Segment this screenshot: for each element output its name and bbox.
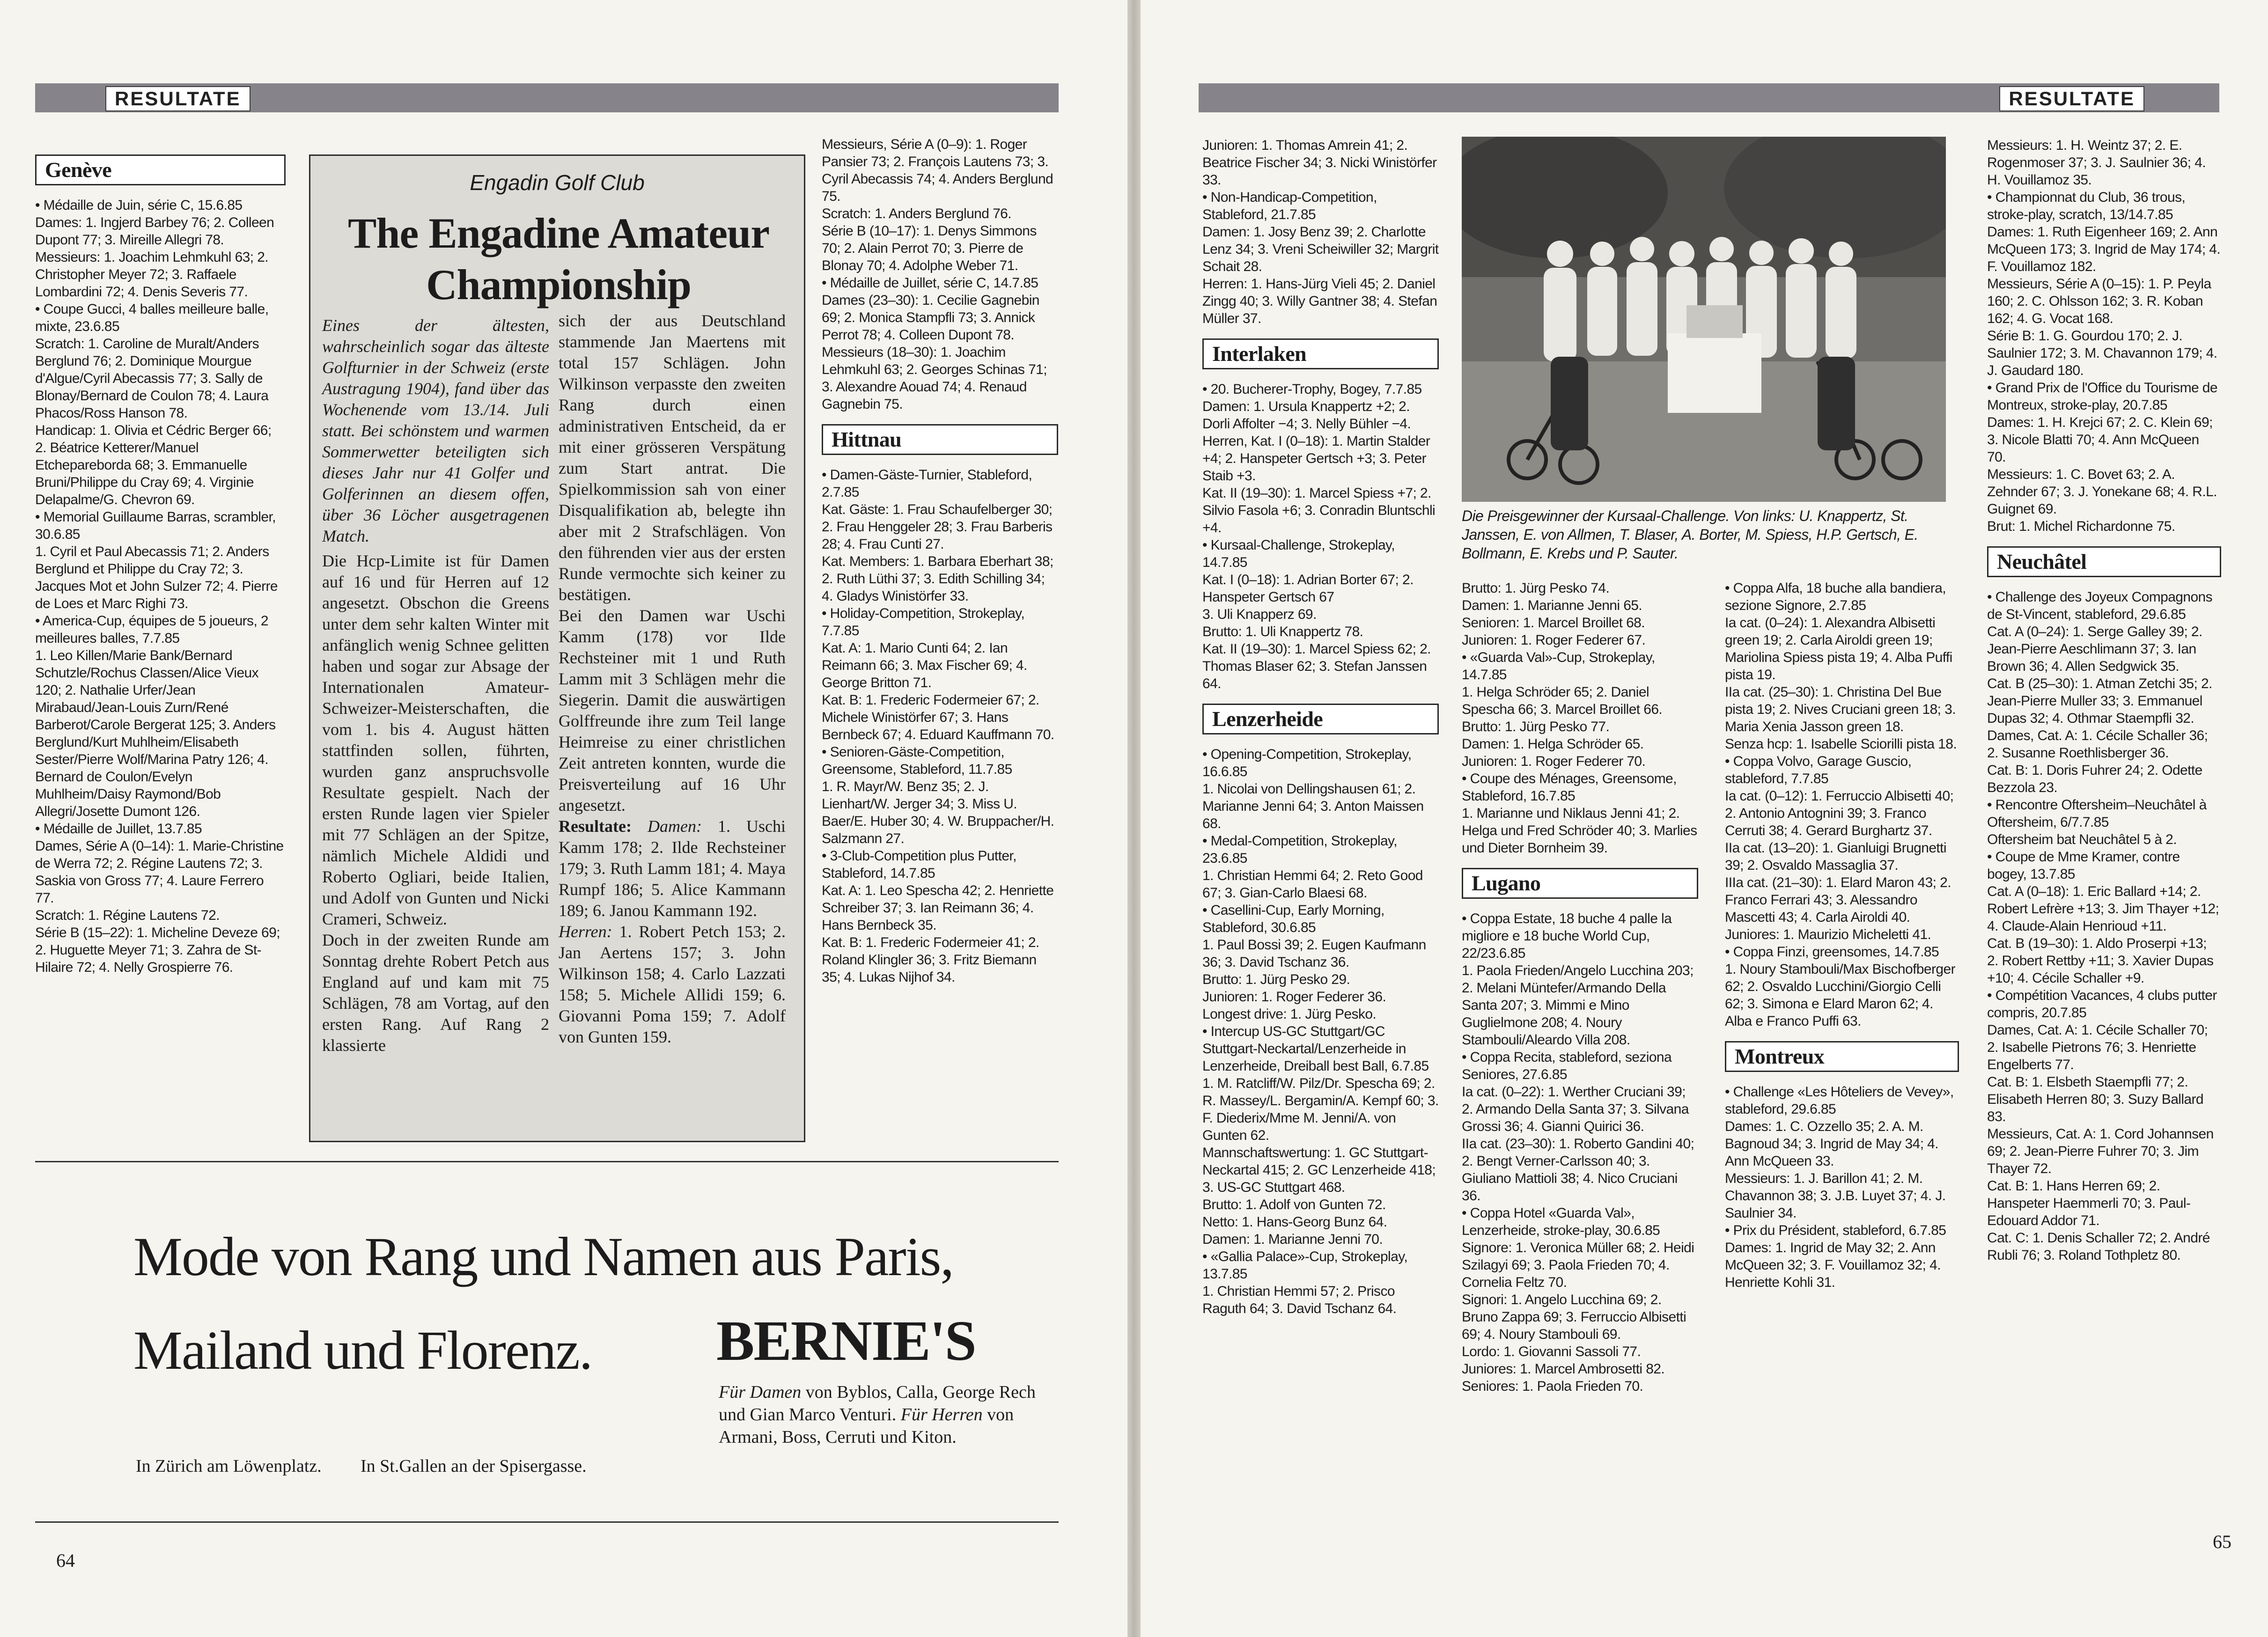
result-line: 1. Paola Frieden/Angelo Lucchina 203; 2. Melani Müntefer/Armando Della Santa 207; 3. Mimmi e Mino Guglielmone 208; 4. Noury Stambouli/Aleardo Villa 208. <box>1462 963 1694 1048</box>
result-line: 1. Christian Hemmi 57; 2. Prisco Raguth 64; 3. David Tschanz 64. <box>1202 1284 1397 1316</box>
result-line: Senza hcp: 1. Isabelle Sciorilli pista 18. <box>1725 736 1957 752</box>
result-line: • Coupe Gucci, 4 balles meilleure balle, mixte, 23.6.85 <box>35 301 269 334</box>
result-line: Messieurs, Série A (0–15): 1. P. Peyla 160; 2. C. Ohlsson 162; 3. R. Koban 162; 4. G. Vocat 168. <box>1987 276 2211 326</box>
result-line: Junioren: 1. Roger Federer 67. <box>1462 632 1646 648</box>
ad-headline-line-2: Mailand und Florenz. <box>133 1320 592 1381</box>
result-line: • Memorial Guillaume Barras, scrambler, 30.6.85 <box>35 509 276 542</box>
result-line: Cat. B: 1. Hans Herren 69; 2. Hanspeter Haemmerli 70; 3. Paul-Edouard Addor 71. <box>1987 1178 2191 1228</box>
result-line: 3. Uli Knapperz 69. <box>1202 607 1317 622</box>
result-line: • Damen-Gäste-Turnier, Stableford, 2.7.85 <box>822 467 1032 500</box>
result-line: Seniores: 1. Paola Frieden 70. <box>1462 1379 1643 1394</box>
right-results-column-2 <box>1462 580 1698 1395</box>
result-line: Cat. A (0–24): 1. Serge Galley 39; 2. Jean-Pierre Aeschlimann 37; 3. Ian Brown 36; 4. Allen Sedgwick 35. <box>1987 624 2202 674</box>
result-line: • Coppa Volvo, Garage Guscio, stableford, 7.7.85 <box>1725 754 1912 786</box>
result-line: Signore: 1. Veronica Müller 68; 2. Heidi Szilagyi 69; 3. Paola Frieden 70; 4. Cornelia Feltz 70. <box>1462 1240 1694 1290</box>
result-line: Dames, Cat. A: 1. Cécile Schaller 70; 2. Isabelle Pietrons 76; 3. Henriette Engelberts 77. <box>1987 1022 2208 1072</box>
left-page <box>0 0 1127 1637</box>
result-line: Kat. I (0–18): 1. Adrian Borter 67; 2. Hanspeter Gertsch 67 <box>1202 572 1414 605</box>
article-results-herren <box>559 921 786 1048</box>
result-line: Juniores: 1. Marcel Ambrosetti 82. <box>1462 1361 1665 1377</box>
ad-shop-zurich: In Zürich am Löwenplatz. <box>136 1456 322 1476</box>
result-line: Handicap: 1. Olivia et Cédric Berger 66; 2. Béatrice Ketterer/Manuel Etcheparebordа 68; 3. Emmanuelle Bruni/Philippe du Cray 69; 4. Virginie Delapalme/G. Chevron 69. <box>35 423 272 507</box>
result-line: 1. Paul Bossi 39; 2. Eugen Kaufmann 36; 3. David Tschanz 36. <box>1202 937 1426 970</box>
result-line: Ia cat. (0–22): 1. Werther Cruciani 39; 2. Armando Della Santa 37; 3. Silvana Grossi 36; 4. Gianni Quirici 36. <box>1462 1084 1689 1134</box>
result-line: Brut: 1. Michel Richardonne 75. <box>1987 519 2175 534</box>
result-line: Cat. B (19–30): 1. Aldo Proserpi +13; 2. Robert Rettby +11; 3. Xavier Dupas +10; 4. Cécile Schaller +9. <box>1987 936 2214 986</box>
photo-caption: Die Preisgewinner der Kursaal-Challenge. Von links: U. Knappertz, St. Janssen, E. von Allmen, T. Blaser, A. Borter, M. Spiess, H.P. Gertsch, E. Bollmann, E. Krebs und P. Sauter. <box>1462 507 1918 562</box>
result-line: Brutto: 1. Jürg Pesko 77. <box>1462 719 1610 734</box>
club-heading-geneve: Genève <box>35 154 286 185</box>
result-line: Messieurs, Série A (0–9): 1. Roger Pansier 73; 2. François Lautens 73; 3. Cyril Abecassis 74; 4. Anders Berglund 75. <box>822 137 1053 204</box>
result-line: Longest drive: 1. Jürg Pesko. <box>1202 1006 1377 1022</box>
result-line: Messieurs: 1. H. Weintz 37; 2. E. Rogenmoser 37; 3. J. Saulnier 36; 4. H. Vouillamoz 35. <box>1987 138 2206 188</box>
result-line: Oftersheim bat Neuchâtel 5 à 2. <box>1987 832 2177 847</box>
result-line: Dames, Cat. A: 1. Cécile Schaller 36; 2. Susanne Roethlisberger 36. <box>1987 728 2208 761</box>
winners-group-photo <box>1462 137 1946 502</box>
result-line: Dames: 1. Ingjerd Barbey 76; 2. Colleen Dupont 77; 3. Mireille Allegri 78. <box>35 215 274 248</box>
result-line: Mannschaftswertung: 1. GC Stuttgart-Neckartal 415; 2. GC Lenzerheide 418; 3. US-GC Stuttgart 468. <box>1202 1145 1436 1195</box>
result-line: Damen: 1. Marianne Jenni 70. <box>1202 1232 1383 1247</box>
result-line: Junioren: 1. Thomas Amrein 41; 2. Beatrice Fischer 34; 3. Nicki Winistörfer 33. <box>1202 138 1437 188</box>
result-line: 1. R. Mayr/W. Benz 35; 2. J. Lienhart/W. Jerger 34; 3. Miss U. Baer/E. Huber 30; 4. W. Bruppacher/H. Salzmann 27. <box>822 779 1054 846</box>
result-line: Herren, Kat. I (0–18): 1. Martin Stalder +4; 2. Hanspeter Gertsch +3; 3. Peter Staib +3. <box>1202 433 1430 484</box>
result-line: Scratch: 1. Anders Berglund 76. <box>822 206 1011 221</box>
result-line: • Challenge des Joyeux Compagnons de St-Vincent, stableford, 29.6.85 <box>1987 589 2213 622</box>
result-line: Série B (15–22): 1. Micheline Deveze 69; 2. Huguette Meyer 71; 3. Zahra de St-Hilaire 72; 4. Nelly Grospierre 76. <box>35 925 280 975</box>
result-line: Dames: 1. H. Krejci 67; 2. C. Klein 69; 3. Nicole Blatti 70; 4. Ann McQueen 70. <box>1987 415 2213 465</box>
result-line: • Casellini-Cup, Early Morning, Stableford, 30.6.85 <box>1202 903 1384 935</box>
result-line: Signori: 1. Angelo Lucchina 69; 2. Bruno Zappa 69; 3. Ferruccio Albisetti 69; 4. Noury Stambouli 69. <box>1462 1292 1686 1342</box>
result-line: • Senioren-Gäste-Competition, Greensome, Stableford, 11.7.85 <box>822 744 1012 777</box>
ad-description <box>719 1381 1037 1448</box>
ad-brand-logo: BERNIE'S <box>716 1309 976 1373</box>
result-line: Cat. C: 1. Denis Schaller 72; 2. André Rubli 76; 3. Roland Tothpletz 80. <box>1987 1230 2210 1263</box>
result-line: Kat. II (19–30): 1. Marcel Spiess 62; 2. Thomas Blaser 62; 3. Stefan Janssen 64. <box>1202 641 1431 691</box>
result-line: Ia cat. (0–12): 1. Ferruccio Albisetti 40; 2. Antonio Antognini 39; 3. Franco Cerruti 38; 4. Gerard Burghartz 37. <box>1725 788 1954 838</box>
result-line: Messieurs, Cat. A: 1. Cord Johannsen 69; 2. Jean-Pierre Fuhrer 70; 3. Jim Thayer 72. <box>1987 1126 2214 1176</box>
result-line: Damen: 1. Josy Benz 39; 2. Charlotte Lenz 34; 3. Vreni Scheiwiller 32; Margrit Schait 28. <box>1202 224 1439 274</box>
club-heading-montreux: Montreux <box>1725 1041 1959 1072</box>
result-line: 1. Leo Killen/Marie Bank/Bernard Schutzle/Rochus Classen/Alice Vieux 120; 2. Nathalie Urfer/Jean Mirabaud/Jean-Louis Zurn/René Barberot/Carole Bergerat 125; 3. Anders Berglund/Kurt Muhlheim/Elisabeth Sester/Pierre Wolf/Marina Patry 126; 4. Bernard de Coulon/Evelyn Muhlheim/Daisy Raymond/Bob Allegri/Josette Dumont 126. <box>35 648 276 819</box>
club-heading-lenzerheide: Lenzerheide <box>1202 704 1439 734</box>
result-line: 1. Marianne und Niklaus Jenni 41; 2. Helga und Fred Schröder 40; 3. Marlies und Dieter Bornheim 39. <box>1462 806 1697 856</box>
result-line: IIIa cat. (21–30): 1. Elard Maron 43; 2. Franco Ferrari 43; 3. Alessandro Mascetti 43; 4. Carla Airoldi 40. <box>1725 875 1951 925</box>
result-line: Messieurs: 1. Joachim Lehmkuhl 63; 2. Christopher Meyer 72; 3. Raffaele Lombardini 72; 4. Denis Severis 77. <box>35 250 269 300</box>
result-line: • Kursaal-Challenge, Strokeplay, 14.7.85 <box>1202 537 1395 570</box>
result-line: Damen: 1. Helga Schröder 65. <box>1462 736 1644 752</box>
result-line: 1. Christian Hemmi 64; 2. Reto Good 67; 3. Gian-Carlo Blaesi 68. <box>1202 868 1423 901</box>
geneve-column <box>35 154 286 976</box>
ad-damen-text: von Byblos, Calla, George Rech und Gian Marco Venturi. <box>719 1382 1036 1424</box>
result-line: • America-Cup, équipes de 5 joueurs, 2 meilleures balles, 7.7.85 <box>35 613 268 646</box>
right-results-column-3 <box>1725 580 1959 1291</box>
club-heading-interlaken: Interlaken <box>1202 338 1439 369</box>
geneve-results <box>35 197 286 976</box>
article-paragraph: Doch in der zweiten Runde am Sonntag drehte Robert Petch aus England auf und kam mit 75 Schlägen, 78 am Vortag, auf den ersten Rang. Auf Rang 2 klassierte <box>322 931 549 1055</box>
result-line: 1. Noury Stambouli/Max Bischofberger 62; 2. Osvaldo Lucchini/Giorgio Celli 62; 3. Simona e Elard Maron 62; 4. Alba e Franco Puffi 63. <box>1725 962 1955 1029</box>
ad-shop-stgallen: In St.Gallen an der Spisergasse. <box>361 1456 587 1476</box>
result-line: Brutto: 1. Jürg Pesko 74. <box>1462 580 1610 596</box>
article-results <box>559 816 786 921</box>
ad-bottom-rule <box>35 1521 1059 1523</box>
results-label: Resultate: <box>559 817 632 836</box>
ad-top-rule <box>35 1161 1059 1162</box>
result-line: Kat. B: 1. Frederic Fodermeier 67; 2. Michele Winistörfer 67; 3. Hans Bernbeck 67; 4. Eduard Kauffmann 70. <box>822 692 1054 742</box>
result-line: • Championnat du Club, 36 trous, stroke-play, scratch, 13/14.7.85 <box>1987 190 2186 222</box>
ad-herren-text: von Armani, Boss, Cerruti und Kiton. <box>719 1405 1014 1447</box>
result-line: Dames: 1. Ingrid de May 32; 2. Ann McQueen 32; 3. F. Vouillamoz 32; 4. Henriette Kohli 31. <box>1725 1240 1941 1290</box>
result-line: • Intercup US-GC Stuttgart/GC Stuttgart-Neckartal/Lenzerheide in Lenzerheide, Dreiball best Ball, 6.7.85 <box>1202 1024 1429 1074</box>
result-line: Brutto: 1. Adolf von Gunten 72. <box>1202 1197 1386 1212</box>
result-line: Kat. A: 1. Mario Cunti 64; 2. Ian Reimann 66; 3. Max Fischer 69; 4. George Britton 71. <box>822 640 1027 690</box>
result-line: • 20. Bucherer-Trophy, Bogey, 7.7.85 <box>1202 382 1422 397</box>
result-line: IIa cat. (13–20): 1. Gianluigi Brugnetti 39; 2. Osvaldo Massaglia 37. <box>1725 840 1946 873</box>
result-line: • Coppa Estate, 18 buche 4 palle la migliore e 18 buche World Cup, 22/23.6.85 <box>1462 911 1672 961</box>
result-line: Kat. A: 1. Leo Spescha 42; 2. Henriette Schreiber 37; 3. Ian Reimann 36; 4. Hans Bernbeck 35. <box>822 883 1054 933</box>
article-column-2 <box>559 310 786 1048</box>
result-line: Messieurs: 1. J. Barillon 41; 2. M. Chavannon 38; 3. J.B. Luyet 37; 4. J. Saulnier 34. <box>1725 1171 1946 1221</box>
result-line: Cat. A (0–18): 1. Eric Ballard +14; 2. Robert Lefrère +13; 3. Jim Thayer +12; 4. Claude-Alain Henrioud +11. <box>1987 884 2219 934</box>
result-line: 1. Cyril et Paul Abecassis 71; 2. Anders Berglund et Philippe du Cray 72; 3. Jacques Mot et John Sulzer 72; 4. Pierre de Loes et Marc Righi 73. <box>35 544 278 611</box>
article-paragraph: Bei den Damen war Uschi Kamm (178) vor Ilde Rechsteiner mit 1 und Ruth Lamm mit 3 Schlägen mehr die Siegerin. Damit die auswärtigen Golffreunde ihre zum Teil lange Heimreise zu einer christlichen Zeit antreten konnten, wurde die Preisverteilung auf 16 Uhr angesetzt. <box>559 606 786 815</box>
page-number-left: 64 <box>56 1550 75 1571</box>
section-header-bar-right <box>1199 83 2219 112</box>
result-line: Brutto: 1. Uli Knappertz 78. <box>1202 624 1363 639</box>
result-line: Herren: 1. Hans-Jürg Vieli 45; 2. Daniel Zingg 40; 3. Willy Gantner 38; 4. Stefan Müller 37. <box>1202 276 1437 326</box>
photo-illustration <box>1462 137 1946 502</box>
result-line: Kat. Members: 1. Barbara Eberhart 38; 2. Ruth Lüthi 37; 3. Edith Schilling 34; 4. Gladys Winistörfer 33. <box>822 554 1053 604</box>
result-line: • Coppa Alfa, 18 buche alla bandiera, sezione Signore, 2.7.85 <box>1725 580 1946 613</box>
result-line: • Médaille de Juin, série C, 15.6.85 <box>35 198 243 213</box>
result-line: Série B (10–17): 1. Denys Simmons 70; 2. Alain Perrot 70; 3. Pierre de Blonay 70; 4. Adolphe Weber 71. <box>822 223 1037 273</box>
ad-damen-label: Für Damen <box>719 1382 802 1402</box>
result-line: • Coppa Finzi, greensomes, 14.7.85 <box>1725 944 1939 960</box>
result-line: • Médaille de Juillet, 13.7.85 <box>35 821 202 837</box>
right-results-column-1 <box>1202 137 1439 1317</box>
result-line: • Coupe de Mme Kramer, contre bogey, 13.7.85 <box>1987 849 2180 882</box>
feature-article-box <box>309 154 805 1142</box>
result-line: Netto: 1. Hans-Georg Bunz 64. <box>1202 1214 1387 1230</box>
result-line: Dames: 1. Ruth Eigenheer 169; 2. Ann McQueen 173; 3. Ingrid de May 174; 4. F. Vouillamoz 182. <box>1987 224 2221 274</box>
article-kicker: Engadin Golf Club <box>470 170 645 195</box>
result-line: Kat. B: 1. Frederic Fodermeier 41; 2. Roland Klingler 36; 3. Fritz Biemann 35; 4. Lukas Nijhof 34. <box>822 935 1039 985</box>
result-line: • Prix du Président, stableford, 6.7.85 <box>1725 1223 1946 1238</box>
result-line: • Challenge «Les Hôteliers de Vevey», stableford, 29.6.85 <box>1725 1084 1954 1117</box>
ad-headline-line-1: Mode von Rang und Namen aus Paris, <box>133 1226 953 1287</box>
result-line: Cat. B: 1. Doris Fuhrer 24; 2. Odette Bezzola 23. <box>1987 763 2202 795</box>
result-line: • Coppa Hotel «Guarda Val», Lenzerheide, stroke-play, 30.6.85 <box>1462 1205 1660 1238</box>
article-paragraph: sich der aus Deutschland stammende Jan Maertens mit total 157 Schlägen. John Wilkinson verpasste den zweiten Rang durch einen administrativen Entscheid, da er mit einer grösseren Verspätung zum Start antrat. Die Spielkommission sah von einer Disqualifikation ab, belegte ihn aber mit 2 Strafschlägen. Von den führenden vier aus der ersten Runde vermochte sich keiner zu bestätigen. <box>559 311 786 604</box>
result-line: • Non-Handicap-Competition, Stableford, 21.7.85 <box>1202 190 1377 222</box>
result-line: Série B: 1. G. Gourdou 170; 2. J. Saulnier 172; 3. M. Chavannon 179; 4. J. Gaudard 180. <box>1987 328 2217 378</box>
result-line: • Holiday-Competition, Strokeplay, 7.7.85 <box>822 606 1025 639</box>
right-page <box>1141 0 2268 1637</box>
section-header-label-right: RESULTATE <box>1999 86 2144 111</box>
result-line: Cat. B (25–30): 1. Atman Zetchi 35; 2. Jean-Pierre Muller 33; 3. Emmanuel Dupas 32; 4. Othmar Staempfli 32. <box>1987 676 2212 726</box>
result-line: Junioren: 1. Roger Federer 36. <box>1202 989 1386 1005</box>
result-line: 1. Nicolai von Dellingshausen 61; 2. Marianne Jenni 64; 3. Anton Maissen 68. <box>1202 781 1424 831</box>
results-herren: 1. Robert Petch 153; 2. Jan Aertens 157; 3. John Wilkinson 158; 4. Carlo Lazzati 158; 5. Michele Allidi 159; 6. Giovanni Poma 159; 7. Adolf von Gunten 159. <box>559 922 786 1046</box>
results-damen: 1. Uschi Kamm 178; 2. Ilde Rechsteiner 179; 3. Ruth Lamm 181; 4. Maya Rumpf 186; 5. Alice Kammann 189; 6. Janou Kammann 192. <box>559 817 786 920</box>
result-line: • Medal-Competition, Strokeplay, 23.6.85 <box>1202 833 1397 866</box>
result-line: Kat. Gäste: 1. Frau Schaufelberger 30; 2. Frau Henggeler 28; 3. Frau Barberis 28; 4. Frau Cunti 27. <box>822 502 1053 552</box>
result-line: Senioren: 1. Marcel Broillet 68. <box>1462 615 1645 631</box>
result-line: Brutto: 1. Jürg Pesko 29. <box>1202 972 1350 987</box>
club-heading-lugano: Lugano <box>1462 868 1698 899</box>
club-heading-neuchatel: Neuchâtel <box>1987 546 2221 577</box>
article-column-1 <box>322 315 549 1056</box>
book-gutter <box>1127 0 1141 1637</box>
article-lead: Eines der ältesten, wahrscheinlich sogar das älteste Golfturnier in der Schweiz (erste Austragung 1904), fand über das Wochenende vom 13./14. Juli statt. Bei schönstem und warmen Sommerwetter beteiligten sich dieses Jahr nur 41 Golfer und Golferinnen an diesem offen, über 36 Löcher ausgetragenen Match. <box>322 316 549 545</box>
result-line: Messieurs (18–30): 1. Joachim Lehmkuhl 63; 2. Georges Schinas 71; 3. Alexandre Aouad 74; 4. Renaud Gagnebin 75. <box>822 345 1047 412</box>
result-line: • Grand Prix de l'Office du Tourisme de Montreux, stroke-play, 20.7.85 <box>1987 380 2217 413</box>
result-line: • Rencontre Oftersheim–Neuchâtel à Oftersheim, 6/7.7.85 <box>1987 797 2207 830</box>
result-line: Scratch: 1. Régine Lautens 72. <box>35 908 220 923</box>
result-line: Scratch: 1. Caroline de Muralt/Anders Berglund 76; 2. Dominique Mourgue d'Algue/Cyril Abecassis 77; 3. Sally de Blonay/Bernard de Coulon 78; 4. Laura Phacos/Ross Hanson 78. <box>35 336 269 421</box>
result-line: Messieurs: 1. C. Bovet 63; 2. A. Zehnder 67; 3. J. Yonekane 68; 4. R.L. Guignet 69. <box>1987 467 2217 517</box>
result-line: • «Guarda Val»-Cup, Strokeplay, 14.7.85 <box>1462 650 1655 683</box>
section-header-bar <box>35 83 1059 112</box>
section-header-label: RESULTATE <box>105 86 250 111</box>
result-line: • Compétition Vacances, 4 clubs putter compris, 20.7.85 <box>1987 988 2217 1020</box>
result-line: Dames: 1. C. Ozzello 35; 2. A. M. Bagnoud 34; 3. Ingrid de May 34; 4. Ann McQueen 33. <box>1725 1119 1938 1169</box>
result-line: Dames, Série A (0–14): 1. Marie-Christine de Werra 72; 2. Régine Lautens 72; 3. Saskia von Gross 77; 4. Laure Ferrero 77. <box>35 838 284 906</box>
article-paragraph: Die Hcp-Limite ist für Damen auf 16 und für Herren auf 12 angesetzt. Obschon die Greens unter dem sehr kalten Winter mit anfänglich wenig Schnee gelitten haben und sogar zur Absage der Internationalen Amateur-Schweizer-Meisterschaften, die vom 1. bis 4. August hätten stattfinden sollen, führten, wurden ganz anspruchsvolle Resultate gespielt. Nach der ersten Runde lagen vier Spieler mit 77 Schlägen an der Spitze, nämlich Michele Aldidi und Roberto Ogliari, beide Italien, und Adolf von Gunten und Nicki Crameri, Schweiz. <box>322 551 549 928</box>
result-line: Junioren: 1. Roger Federer 70. <box>1462 754 1646 769</box>
result-line: • Opening-Competition, Strokeplay, 16.6.85 <box>1202 747 1412 779</box>
right-results-column-4 <box>1987 137 2221 1264</box>
result-line: Damen: 1. Marianne Jenni 65. <box>1462 598 1642 613</box>
result-line: 1. M. Ratcliff/W. Pilz/Dr. Spescha 69; 2. R. Massey/L. Bergamin/A. Kempf 60; 3. F. Diederix/Mme M. Jenni/A. von Gunten 62. <box>1202 1076 1439 1143</box>
club-heading-hittnau: Hittnau <box>822 424 1058 455</box>
result-line: Cat. B: 1. Elsbeth Staempfli 77; 2. Elisabeth Herren 80; 3. Suzy Ballard 83. <box>1987 1074 2203 1124</box>
results-damen-label: Damen: <box>647 817 702 836</box>
result-line: Lordo: 1. Giovanni Sassoli 77. <box>1462 1344 1641 1359</box>
result-line: • Médaille de Juillet, série C, 14.7.85 <box>822 275 1038 291</box>
result-line: • 3-Club-Competition plus Putter, Stableford, 14.7.85 <box>822 848 1016 881</box>
ad-herren-label: Für Herren <box>900 1405 983 1424</box>
result-line: 1. Helga Schröder 65; 2. Daniel Spescha 66; 3. Marcel Broillet 66. <box>1462 684 1663 717</box>
result-line: Damen: 1. Ursula Knappertz +2; 2. Dorli Affolter −4; 3. Nelly Bühler −4. <box>1202 399 1411 432</box>
result-line: • Coppa Recita, stableford, seziona Seniores, 27.6.85 <box>1462 1050 1672 1082</box>
result-line: IIa cat. (23–30): 1. Roberto Gandini 40; 2. Bengt Verner-Carlsson 40; 3. Giuliano Mattioli 38; 4. Nico Cruciani 36. <box>1462 1136 1694 1204</box>
result-line: Ia cat. (0–24): 1. Alexandra Albisetti green 19; 2. Carla Airoldi green 19; Mariolina Spiess pista 19; 4. Alba Puffi pista 19. <box>1725 615 1952 683</box>
result-line: Dames (23–30): 1. Cecilie Gagnebin 69; 2. Monica Stampfli 73; 3. Annick Perrot 78; 4. Colleen Dupont 78. <box>822 293 1039 343</box>
result-line: IIa cat. (25–30): 1. Christina Del Bue pista 19; 2. Nives Cruciani green 18; 3. Maria Xenia Jasson green 18. <box>1725 684 1956 734</box>
left-results-column-3 <box>822 136 1058 986</box>
result-line: Kat. II (19–30): 1. Marcel Spiess +7; 2. Silvio Fasola +6; 3. Conradin Bluntschli +4. <box>1202 485 1436 536</box>
results-herren-label: Herren: <box>559 922 612 941</box>
result-line: • «Gallia Palace»-Cup, Strokeplay, 13.7.85 <box>1202 1249 1408 1282</box>
result-line: Juniores: 1. Maurizio Micheletti 41. <box>1725 927 1931 942</box>
article-title: The Engadine Amateur Championship <box>347 209 770 308</box>
result-line: • Coupe des Ménages, Greensome, Stableford, 16.7.85 <box>1462 771 1677 804</box>
page-number-right: 65 <box>2213 1531 2231 1552</box>
